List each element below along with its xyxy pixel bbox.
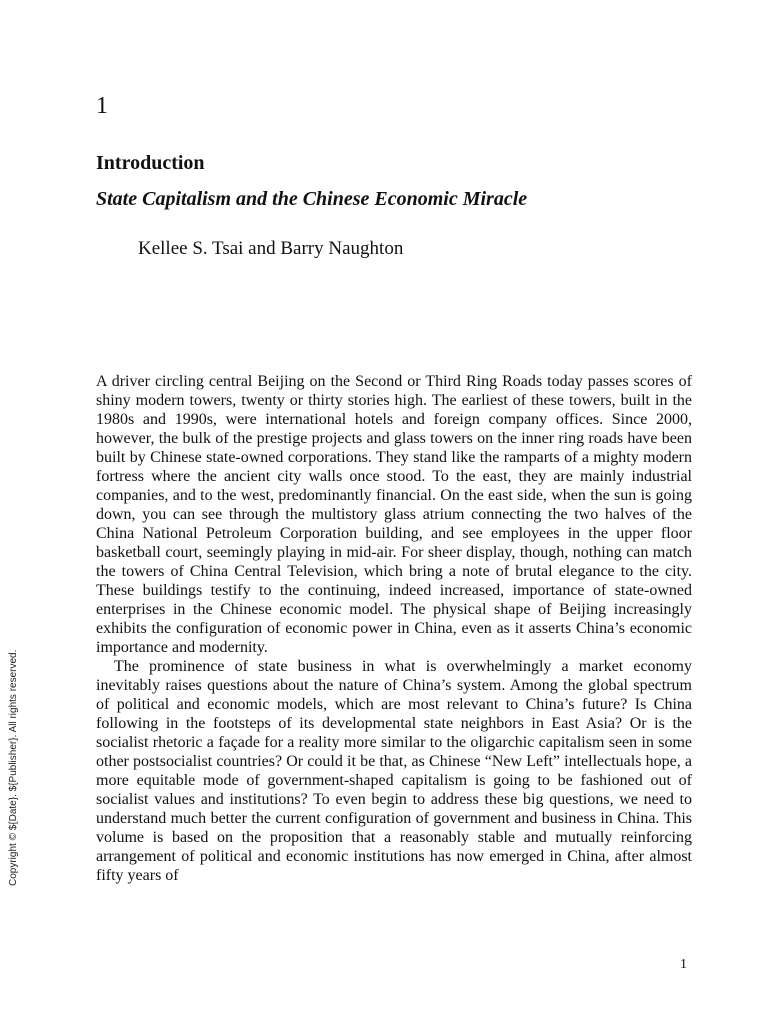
- paragraph-1: A driver circling central Beijing on the Second or Third Ring Roads today passes scores of shiny modern towers, twenty or thirty stories high. The earliest of these towers, built in the 1980s and 1990s, were international hotels and foreign company offices. Since 2000, however, the bulk of the prestige projects and glass towers on the inner ring roads have been built by Chinese state-owned corporations. They stand like the ramparts of a mighty modern fortress where the ancient city walls once stood. To the east, they are mainly industrial companies, and to the west, predominantly financial. On the east side, when the sun is going down, you can see through the multistory glass atrium connecting the two halves of the China National Petroleum Corporation building, and see employees in the upper floor basketball court, seemingly playing in mid-air. For sheer display, though, nothing can match the towers of China Central Television, which bring a note of brutal elegance to the city. These buildings testify to the continuing, indeed increased, importance of state-owned enterprises in the Chinese economic model. The physical shape of Beijing increasingly exhibits the configuration of economic power in China, even as it asserts China’s economic importance and modernity.: [96, 373, 692, 656]
- chapter-title: Introduction: [96, 152, 205, 174]
- copyright-sidebar: [6, 649, 22, 886]
- copyright-notice: Copyright © ${Date}. ${Publisher}. All rights reserved.: [8, 649, 19, 886]
- chapter-number: 1: [96, 93, 108, 119]
- page-number: 1: [680, 957, 687, 972]
- chapter-subtitle: State Capitalism and the Chinese Economic Miracle: [96, 188, 528, 210]
- body-text: [96, 372, 692, 885]
- paragraph-2: The prominence of state business in what is overwhelmingly a market economy inevitably raises questions about the nature of China’s system. Among the global spectrum of political and economic models, which are most relevant to China’s future? Is China following in the footsteps of its developmental state neighbors in East Asia? Or is the socialist rhetoric a façade for a reality more similar to the oligarchic capitalism seen in some other postsocialist countries? Or could it be that, as Chinese “New Left” intellectuals hope, a more equitable mode of government-shaped capitalism is going to be fashioned out of socialist values and institutions? To even begin to address these big questions, we need to understand much better the current configuration of government and business in China. This volume is based on the proposition that a reasonably stable and mutually reinforcing arrangement of political and economic institutions has now emerged in China, after almost fifty years of: [96, 658, 692, 884]
- chapter-authors: Kellee S. Tsai and Barry Naughton: [138, 238, 404, 259]
